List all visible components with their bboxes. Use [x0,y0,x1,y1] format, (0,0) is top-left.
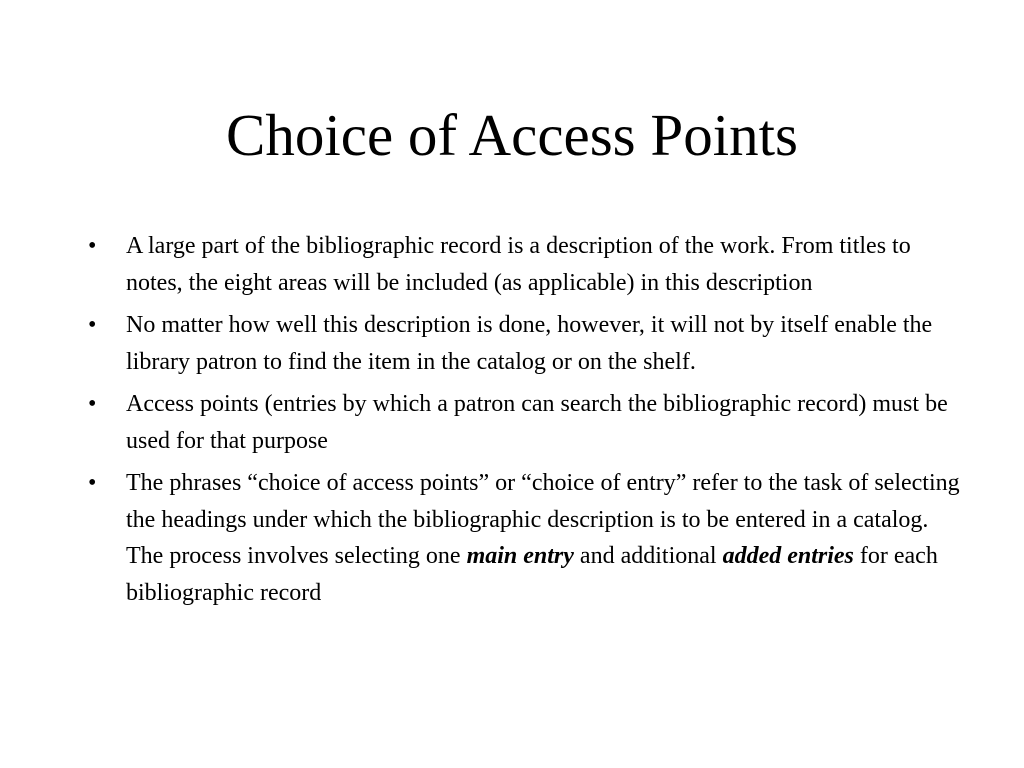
bullet-text [126,470,960,606]
bullet-icon: • [88,391,97,417]
bullet-item [88,307,968,380]
bullet-item [88,228,968,301]
bullet-item [88,465,968,611]
added-entries-term: added entries [722,543,854,569]
slide-title: Choice of Access Points [226,102,798,168]
bullet-item [88,386,968,459]
bullet-list [88,228,968,617]
bullet-text: Access points (entries by which a patron can search the bibliographic record) must be used for that purpose [126,391,948,454]
bullet-text-part: The phrases “choice of access points” or “choice of entry” refer to the task of selecting the headings under which the bibliographic description is to be entered in a catalog. The process involves selecting one [126,470,960,569]
bullet-text-part: for each bibliographic record [126,543,938,606]
bullet-icon: • [88,233,97,259]
bullet-icon: • [88,470,97,496]
bullet-text: No matter how well this description is done, however, it will not by itself enable the library patron to find the item in the catalog or on the shelf. [126,312,933,375]
bullet-icon: • [88,312,97,338]
main-entry-term: main entry [466,543,574,569]
bullet-text: A large part of the bibliographic record is a description of the work. From titles to notes, the eight areas will be included (as applicable) in this description [126,233,911,296]
bullet-text-part: and additional [573,543,723,569]
